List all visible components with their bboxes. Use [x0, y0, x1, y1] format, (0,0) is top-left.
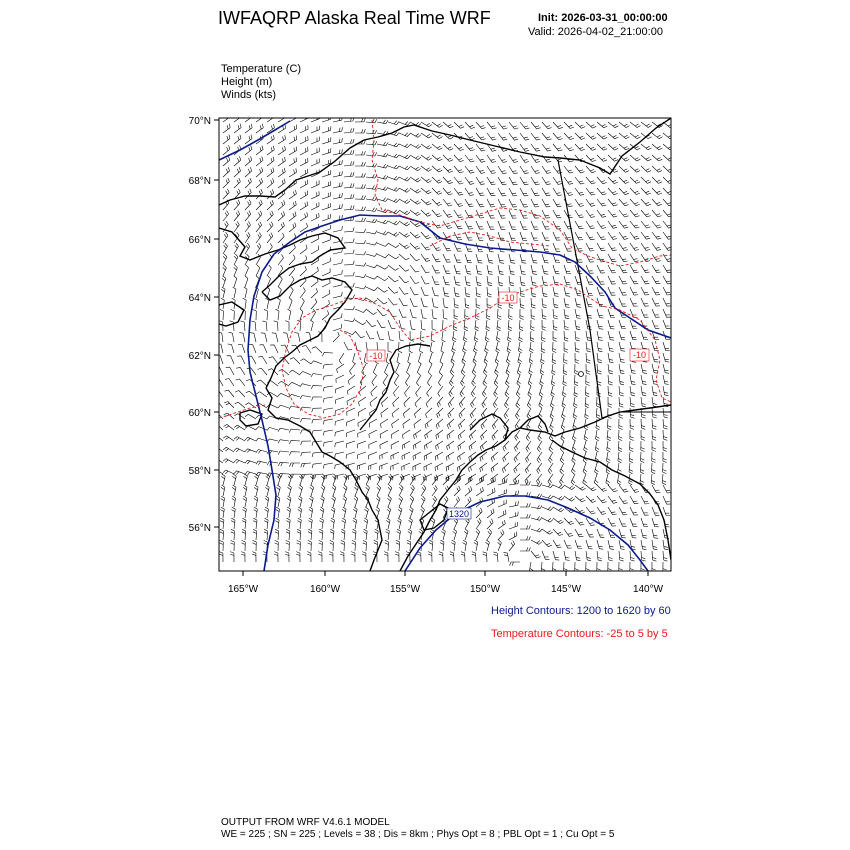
lon-label-145: 145°W — [550, 584, 582, 595]
temp-contour-label-3 — [630, 349, 649, 361]
svg-text:1320: 1320 — [448, 509, 470, 519]
coastline-norton-sound — [262, 276, 352, 388]
valid-time: Valid: 2026-04-02_21:00:00 — [528, 26, 663, 38]
temp-contour-label-1 — [367, 350, 385, 361]
lat-label-60: 60°N — [188, 408, 211, 419]
lon-label-160: 160°W — [309, 584, 341, 595]
lake-marker — [579, 372, 584, 377]
coastline-alaska-peninsula — [400, 405, 671, 571]
lon-label-155: 155°W — [389, 584, 421, 595]
coastline-north-slope — [219, 118, 671, 205]
svg-text:-10: -10 — [501, 293, 515, 303]
border-bc — [602, 412, 671, 418]
lon-label-150: 150°W — [469, 584, 501, 595]
plot-title: IWFAQRP Alaska Real Time WRF — [218, 8, 491, 28]
lat-label-70: 70°N — [188, 116, 211, 127]
model-info-line: OUTPUT FROM WRF V4.6.1 MODEL — [221, 817, 390, 828]
svg-text:-10: -10 — [369, 351, 383, 361]
lat-label-68: 68°N — [188, 176, 211, 187]
wind-barb-field — [212, 113, 673, 573]
field-temperature-label: Temperature (C) — [221, 63, 302, 75]
temp-contour-label-2 — [499, 292, 517, 303]
coastline-pws — [520, 416, 548, 432]
height-contour-label — [447, 508, 471, 519]
lat-label-66: 66°N — [188, 235, 211, 246]
coastline-kenai — [470, 414, 508, 440]
lat-label-58: 58°N — [188, 466, 211, 477]
model-config-line: WE = 225 ; SN = 225 ; Levels = 38 ; Dis = 8km ; Phys Opt = 8 ; PBL Opt = 1 ; Cu Opt = 5 — [221, 829, 615, 840]
height-contours-legend: Height Contours: 1200 to 1620 by 60 — [491, 605, 671, 617]
svg-text:-10: -10 — [632, 350, 647, 360]
lon-label-140: 140°W — [632, 584, 664, 595]
lat-label-56: 56°N — [188, 523, 211, 534]
wind-barbs — [212, 113, 673, 573]
field-winds-label: Winds (kts) — [221, 89, 276, 101]
lat-label-62: 62°N — [188, 351, 211, 362]
field-height-label: Height (m) — [221, 76, 273, 88]
lat-label-64: 64°N — [188, 293, 211, 304]
init-time: Init: 2026-03-31_00:00:00 — [538, 12, 668, 24]
lon-label-165: 165°W — [227, 584, 259, 595]
temperature-contours-legend: Temperature Contours: -25 to 5 by 5 — [491, 628, 668, 640]
